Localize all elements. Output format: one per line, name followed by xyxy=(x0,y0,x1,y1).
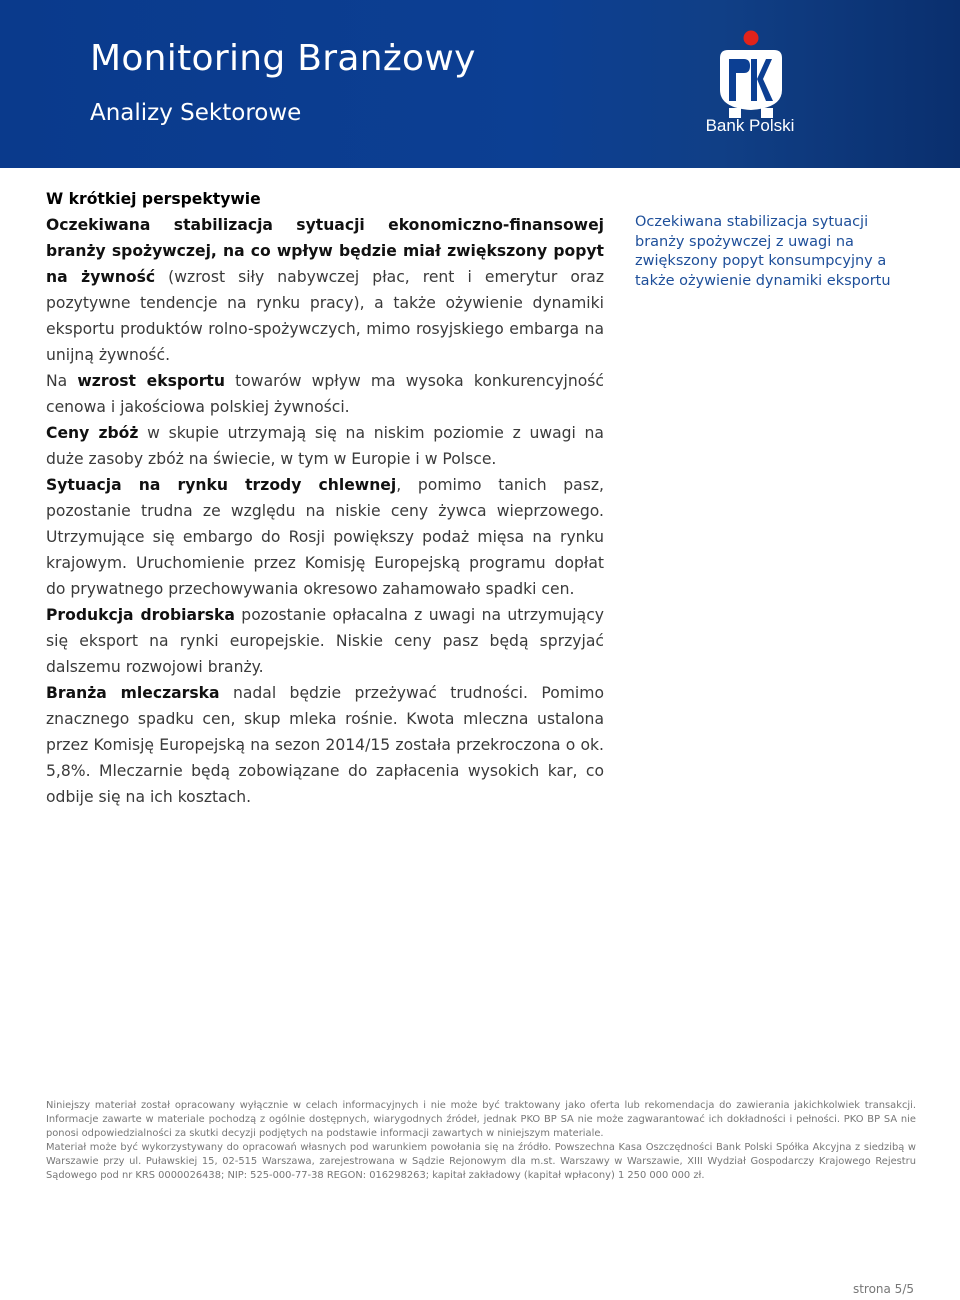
paragraph-grain xyxy=(46,420,604,472)
sidebar-note: Oczekiwana stabilizacja sytuacji branży spożywczej z uwagi na zwiększony popyt konsumpcyjny a także ożywienie dynamiki eksportu xyxy=(635,214,891,289)
paragraph-export-pre: Na xyxy=(46,372,78,390)
page-number: strona 5/5 xyxy=(852,1282,914,1296)
paragraph-poultry xyxy=(46,602,604,680)
footer-disclaimer xyxy=(46,1099,916,1183)
paragraph-pork-text: , pomimo tanich pasz, pozostanie trudna ze względu na niskie ceny żywca wieprzowego. Utrzymujące się embargo do Rosji powiększy podaż mięsa na rynku krajowym. Uruchomienie przez Komisję Europejską programu dopłat do prywatnego przechowywania okresowo zahamowało spadki cen. xyxy=(46,476,604,598)
section-heading: W krótkiej perspektywie xyxy=(46,190,261,208)
paragraph-dairy-text: nadal będzie przeżywać trudności. Pomimo znacznego spadku cen, skup mleka rośnie. Kwota mleczna ustalona przez Komisję Europejską na sezon 2014/15 została przekroczona o ok. 5,8%. Mleczarnie będą zobowiązane do zapłacenia wysokich kar, co odbije się na ich kosztach. xyxy=(46,684,604,806)
paragraph-dairy-strong: Branża mleczarska xyxy=(46,684,220,702)
paragraph-export xyxy=(46,368,604,420)
paragraph-outlook xyxy=(46,212,604,368)
logo-text: Bank Polski xyxy=(705,116,795,135)
page-header xyxy=(0,0,960,168)
paragraph-poultry-text: pozostanie opłacalna z uwagi na utrzymujący się eksport na rynki europejskie. Niskie ceny pasz będą sprzyjać dalszemu rozwojowi branży. xyxy=(46,606,604,676)
disclaimer-paragraph-1: Niniejszy materiał został opracowany wyłącznie w celach informacyjnych i nie może być traktowany jako oferta lub rekomendacja do zawierania jakichkolwiek transakcji. Informacje zawarte w materiale pochodzą z ogólnie dostępnych, wiarygodnych źródeł, jednak PKO BP SA nie może zagwarantować ich dokładności i pełności. PKO BP SA nie ponosi odpowiedzialności za skutki decyzji podjętych na podstawie informacji zawartych w niniejszym materiale. xyxy=(46,1100,916,1139)
paragraph-poultry-strong: Produkcja drobiarska xyxy=(46,606,235,624)
paragraph-grain-strong: Ceny zbóż xyxy=(46,424,139,442)
header-subtitle: Analizy Sektorowe xyxy=(90,100,302,126)
header-title: Monitoring Branżowy xyxy=(90,38,476,79)
paragraph-outlook-text: (wzrost siły nabywczej płac, rent i emerytur oraz pozytywne tendencje na rynku pracy), a także ożywienie dynamiki eksportu produktów rolno-spożywczych, mimo rosyjskiego embarga na unijną żywność. xyxy=(46,268,605,364)
disclaimer-paragraph-2: Materiał może być wykorzystywany do opracowań własnych pod warunkiem powołania się na źródło. Powszechna Kasa Oszczędności Bank Polski Spółka Akcyjna z siedzibą w Warszawie przy ul. Puławskiej 15, 02-515 Warszawa, zarejestrowana w Sądzie Rejonowym dla m.st. Warszawy w Warszawie, XIII Wydział Gospodarczy Krajowego Rejestru Sądowego pod nr KRS 0000026438; NIP: 525-000-77-38 REGON: 016298263; kapitał zakładowy (kapitał wpłacony) 1 250 000 000 zł. xyxy=(46,1142,916,1181)
paragraph-pork-strong: Sytuacja na rynku trzody chlewnej xyxy=(46,476,397,494)
paragraph-outlook-strong: Oczekiwana stabilizacja sytuacji ekonomiczno-finansowej branży spożywczej, na co wpływ będzie miał zwiększony popyt na żywność xyxy=(46,216,604,286)
main-content xyxy=(46,186,604,810)
paragraph-export-strong: wzrost eksportu xyxy=(77,372,225,390)
paragraph-grain-text: w skupie utrzymają się na niskim poziomie z uwagi na duże zasoby zbóż na świecie, w tym w Europie i w Polsce. xyxy=(46,424,604,468)
paragraph-export-text: towarów wpływ ma wysoka konkurencyjność cenowa i jakościowa polskiej żywności. xyxy=(46,372,605,416)
paragraph-pork xyxy=(46,472,604,602)
paragraph-dairy xyxy=(46,680,604,810)
